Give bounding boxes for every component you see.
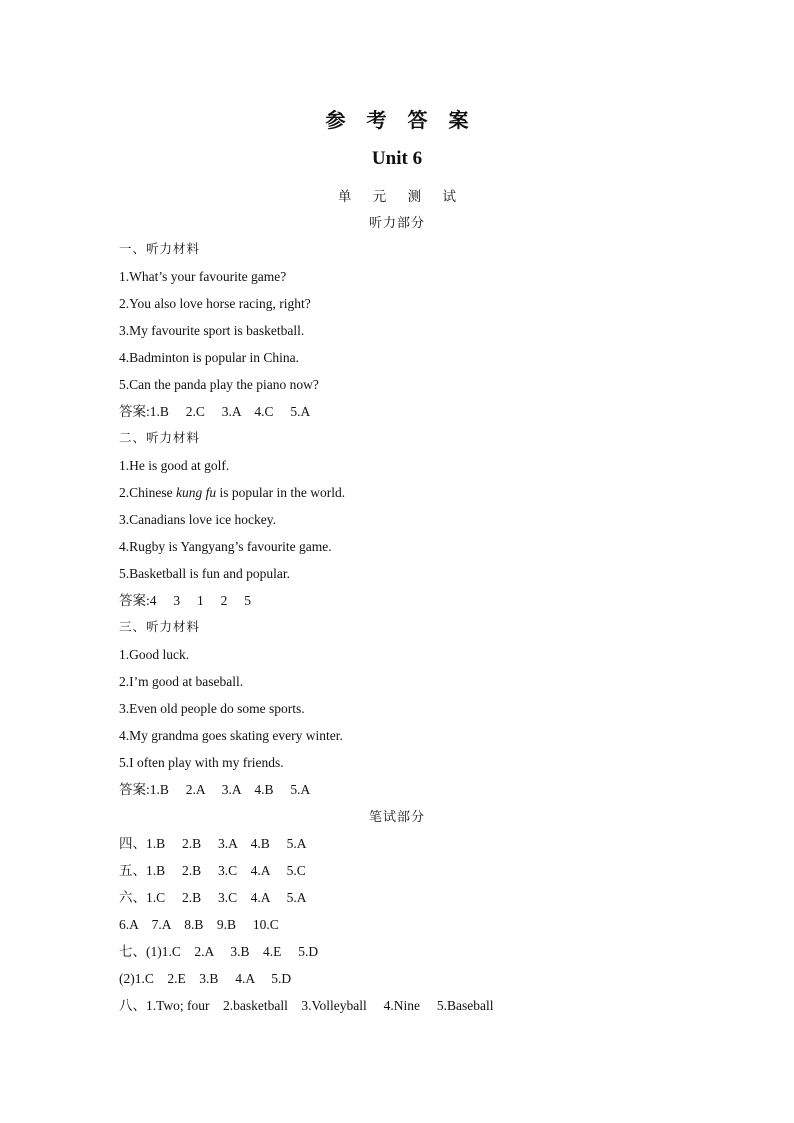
- written-section-header: 笔试部分: [368, 809, 425, 824]
- part1-line-4: 4.Badminton is popular in China.: [119, 350, 299, 365]
- part1-line-3: 3.My favourite sport is basketball.: [119, 323, 305, 338]
- written-line-6b: 6.A 7.A 8.B 9.B 10.C: [119, 917, 279, 932]
- answer-lines: [119, 236, 759, 1019]
- part2-heading: 二、听力材料: [119, 431, 201, 445]
- part3-line-4: 4.My grandma goes skating every winter.: [119, 728, 343, 743]
- unit-title: Unit 6: [371, 148, 423, 169]
- written-line-5: 五、1.B 2.B 3.C 4.A 5.C: [119, 863, 306, 878]
- part2-line-3: 3.Canadians love ice hockey.: [119, 512, 276, 527]
- listening-section-header: 听力部分: [368, 215, 425, 230]
- part3-line-5: 5.I often play with my friends.: [119, 755, 284, 770]
- part1-answer: 答案:1.B 2.C 3.A 4.C 5.A: [119, 404, 311, 419]
- written-line-7b: (2)1.C 2.E 3.B 4.A 5.D: [119, 971, 292, 986]
- part2-line-1: 1.He is good at golf.: [119, 458, 230, 473]
- part2-line-2-pre: 2.Chinese: [119, 485, 176, 500]
- part2-line-2-italic: kung fu: [176, 485, 217, 500]
- part3-line-1: 1.Good luck.: [119, 647, 190, 662]
- part1-line-2: 2.You also love horse racing, right?: [119, 296, 311, 311]
- part2-line-4: 4.Rugby is Yangyang’s favourite game.: [119, 539, 332, 554]
- unit-test-subtitle: 单 元 测 试: [337, 189, 466, 204]
- written-line-7a: 七、(1)1.C 2.A 3.B 4.E 5.D: [119, 944, 319, 959]
- part3-line-3: 3.Even old people do some sports.: [119, 701, 305, 716]
- page-title: 参 考 答 案: [325, 110, 477, 132]
- part1-heading: 一、听力材料: [119, 242, 201, 256]
- part2-line-5: 5.Basketball is fun and popular.: [119, 566, 290, 581]
- part3-line-2: 2.I’m good at baseball.: [119, 674, 244, 689]
- part2-line-2: [119, 479, 759, 506]
- part2-line-2-post: is popular in the world.: [216, 485, 346, 500]
- written-line-8: 八、1.Two; four 2.basketball 3.Volleyball 4.Nine 5.Baseball: [119, 998, 494, 1013]
- written-line-4: 四、1.B 2.B 3.A 4.B 5.A: [119, 836, 307, 851]
- part3-answer: 答案:1.B 2.A 3.A 4.B 5.A: [119, 782, 311, 797]
- part1-line-1: 1.What’s your favourite game?: [119, 269, 287, 284]
- part3-heading: 三、听力材料: [119, 620, 201, 634]
- part1-line-5: 5.Can the panda play the piano now?: [119, 377, 319, 392]
- written-line-6a: 六、1.C 2.B 3.C 4.A 5.A: [119, 890, 307, 905]
- part2-answer: 答案:4 3 1 2 5: [119, 593, 252, 608]
